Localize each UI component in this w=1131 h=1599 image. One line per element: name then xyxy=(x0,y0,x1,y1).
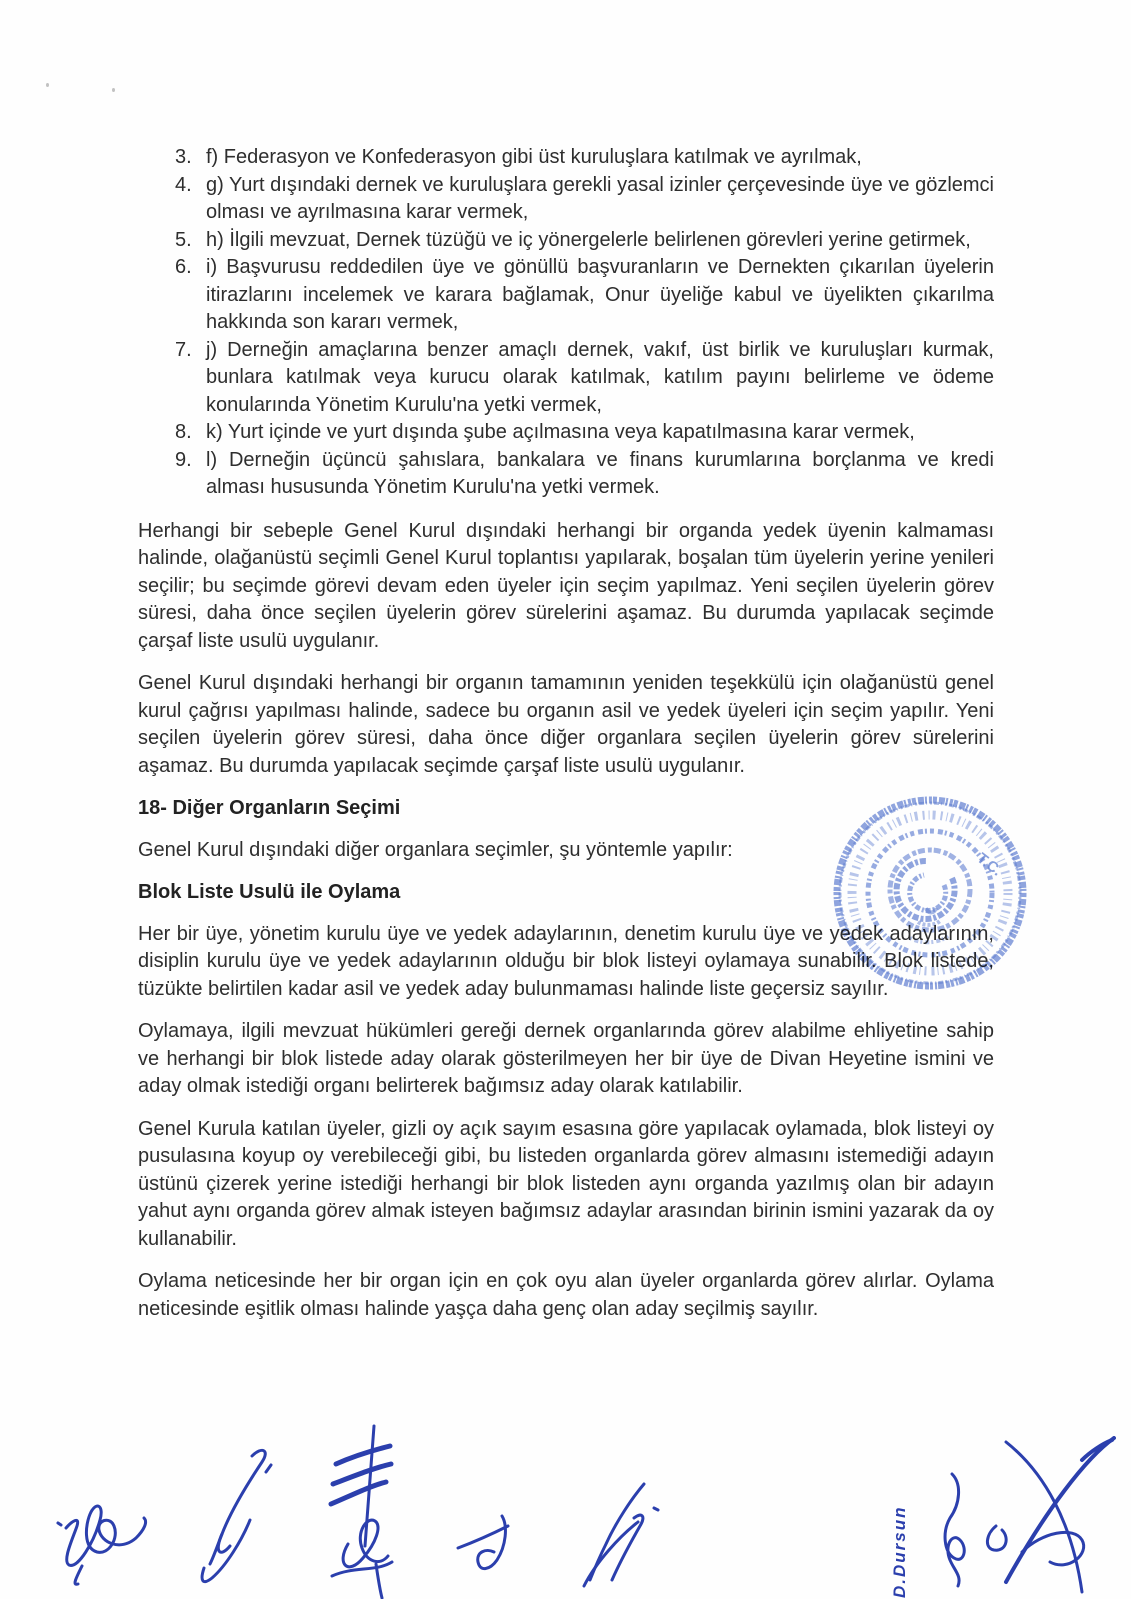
list-item-text: k) Yurt içinde ve yurt dışında şube açılmasına veya kapatılmasına karar vermek, xyxy=(206,421,915,443)
list-item xyxy=(175,144,994,172)
list-item-number: 8. xyxy=(175,421,192,443)
signature-vertical-name: D.Dursun xyxy=(890,1505,909,1598)
list-item-number: 6. xyxy=(175,256,192,278)
scan-speck xyxy=(112,88,115,92)
list-item-number: 7. xyxy=(175,338,192,361)
paragraph-result-rule: Oylama neticesinde her bir organ için en çok oyu alan üyeler organlarda görev alırlar. Oylama neticesinde eşitlik olması halinde yaşça daha genç olan aday seçilmiş sayılır. xyxy=(138,1270,994,1320)
list-item xyxy=(175,227,994,255)
signature-2 xyxy=(190,1440,290,1590)
list-item-number: 4. xyxy=(175,173,192,196)
list-item xyxy=(175,172,994,227)
list-item xyxy=(175,419,994,447)
paragraph-independent-candidates: Oylamaya, ilgili mevzuat hükümleri gereği dernek organlarında görev alabilme ehliyetine sahip ve herhangi bir blok listede aday olarak gösterilmeyen her bir üye de Divan Heyetine ismini ve aday olmak istediği organı belirterek bağımsız aday olarak katılabilir. xyxy=(138,1020,994,1097)
list-item-text: j) Derneğin amaçlarına benzer amaçlı dernek, vakıf, üst birlik ve kuruluşları kurmak, bunlara katılmak veya kurucu olarak katılmak, katılım payını belirleme ve ödeme konularında Yönetim Kurulu'na yetki vermek, xyxy=(206,338,994,416)
numbered-clause-list xyxy=(175,144,994,502)
signature-5 xyxy=(572,1474,672,1594)
paragraph-voting-procedure: Genel Kurula katılan üyeler, gizli oy açık sayım esasına göre yapılacak oylamada, blok listeyi oy pusulasına koyup oy verebileceği gibi, bu listeden organlarda görev almasını istemediği adayın üstünü çizerek yerine istediği herhangi bir blok listeden aynı organda yazılmış olan bir adayın yahut aynı organda görev almak isteyen bağımsız adaylar arasından birinin ismini yazarak da oy kullanabilir. xyxy=(138,1117,994,1250)
paragraph-block-list: Her bir üye, yönetim kurulu üye ve yedek adaylarının, denetim kurulu üye ve yedek adaylarının, disiplin kurulu üye ve yedek adaylarının olduğu bir blok listeyi oylamaya sunabilir. Blok listede, tüzükte belirtilen kadar asil ve yedek aday bulunmaması halinde liste geçersiz sayılır. xyxy=(138,922,994,1000)
list-item-number: 3. xyxy=(175,146,192,168)
list-item-text: h) İlgili mevzuat, Dernek tüzüğü ve iç yönergelerle belirlenen görevleri yerine getirmek, xyxy=(206,228,971,251)
scan-speck xyxy=(46,83,49,87)
signature-4 xyxy=(450,1502,525,1592)
list-item-text: f) Federasyon ve Konfederasyon gibi üst kuruluşlara katılmak ve ayrılmak, xyxy=(206,146,862,168)
list-item xyxy=(175,337,994,420)
section-heading-block-list: Blok Liste Usulü ile Oylama xyxy=(138,881,401,903)
paragraph-substitute-election: Herhangi bir sebeple Genel Kurul dışındaki herhangi bir organda yedek üyenin kalmaması halinde, olağanüstü seçimli Genel Kurul toplantısı yapılarak, boşalan tüm üyelerin yerine yenileri seçilir; bu seçimde görevi devam eden üyeler için seçim yapılmaz. Yeni seçilen üyelerin görev süresi, daha önce seçilen üyelerin görev sürelerini aşamaz. Bu durumda yapılacak seçimde çarşaf liste usulü uygulanır. xyxy=(138,519,994,652)
signature-7 xyxy=(962,1430,1131,1599)
section-heading-other-organs: 18- Diğer Organların Seçimi xyxy=(138,797,401,819)
list-item-number: 9. xyxy=(175,448,192,471)
list-item-text: l) Derneğin üçüncü şahıslara, bankalara ve finans kurumlarına borçlanma ve kredi alması hususunda Yönetim Kurulu'na yetki vermek. xyxy=(206,448,994,498)
signature-1 xyxy=(52,1466,157,1591)
signature-3 xyxy=(316,1424,411,1599)
paragraph-organ-reconstitution: Genel Kurul dışındaki herhangi bir organın tamamının yeniden teşekkülü için olağanüstü genel kurul çağrısı yapılması halinde, sadece bu organın asil ve yedek üyeleri için seçim yapılır. Yeni seçilen üyelerin görev süresi, daha önce diğer organlara seçilen üyelerin görev sürelerini aşamaz. Bu durumda yapılacak seçimde çarşaf liste usulü uygulanır. xyxy=(138,672,994,777)
document-body xyxy=(138,144,994,1338)
list-item-text: i) Başvurusu reddedilen üye ve gönüllü başvuranların ve Dernekten çıkarılan üyelerin itirazlarını incelemek ve karara bağlamak, Onur üyeliğe kabul ve üyelikten çıkarılma hakkında son kararı vermek, xyxy=(206,256,994,333)
paragraph-election-method-intro: Genel Kurul dışındaki diğer organlara seçimler, şu yöntemle yapılır: xyxy=(138,838,733,861)
list-item xyxy=(175,254,994,337)
official-stamp-seal xyxy=(830,790,1030,996)
list-item-number: 5. xyxy=(175,228,192,251)
stamp-tc-text: T.C. xyxy=(973,849,1006,880)
list-item xyxy=(175,447,994,502)
list-item-text: g) Yurt dışındaki dernek ve kuruluşlara gerekli yasal izinler çerçevesinde üye ve gözlemci olması ve ayrılmasına karar vermek, xyxy=(206,173,994,223)
